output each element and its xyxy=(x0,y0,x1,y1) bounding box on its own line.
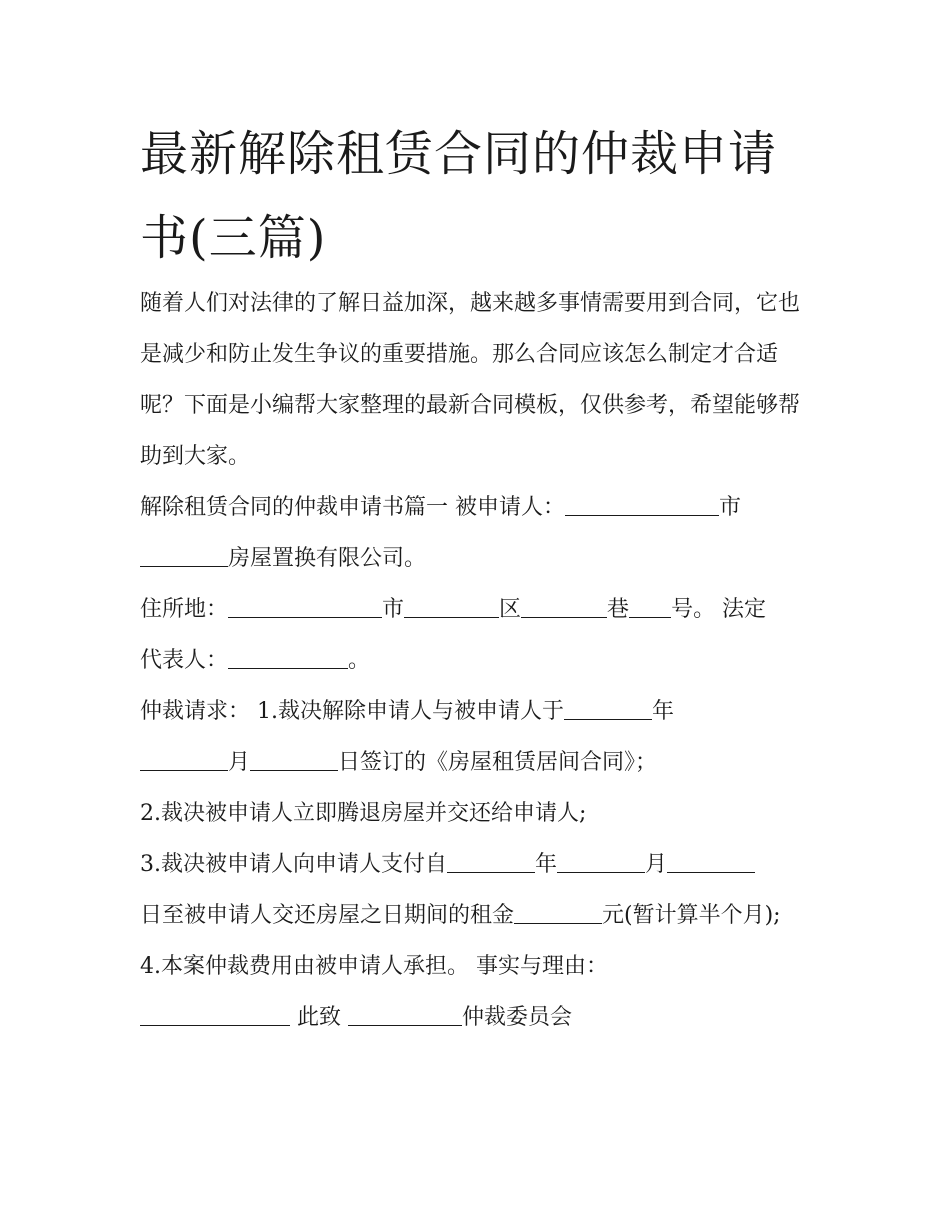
claim-3-year-blank xyxy=(447,850,535,873)
closing-paragraph xyxy=(140,992,820,1043)
address-label: 住所地： xyxy=(140,597,229,622)
claim-3-month-label: 月 xyxy=(645,852,668,877)
address-district-blank xyxy=(404,595,499,618)
representative-end: 。 xyxy=(348,648,371,673)
respondent-company-blank xyxy=(140,544,228,567)
claim-3-year-label: 年 xyxy=(535,852,558,877)
respondent-city-label: 市 xyxy=(719,495,742,520)
representative-blank xyxy=(228,646,348,669)
claim-1-suffix: 日签订的《房屋租赁居间合同》； xyxy=(338,750,658,775)
claim-3-amount-blank xyxy=(514,901,602,924)
claim-3-paragraph xyxy=(140,839,820,941)
document-title: 最新解除租赁合同的仲裁申请书(三篇) xyxy=(140,126,778,266)
claim-3-day-blank xyxy=(667,850,755,873)
address-number-label: 号。 法定 xyxy=(671,597,767,622)
address-city-label: 市 xyxy=(382,597,405,622)
document-body xyxy=(140,278,820,1043)
address-city-blank xyxy=(228,595,382,618)
address-number-blank xyxy=(629,595,671,618)
closing-committee: 仲裁委员会 xyxy=(462,1005,573,1030)
representative-label: 代表人： xyxy=(140,648,229,673)
claim-1-year-label: 年 xyxy=(652,699,675,724)
committee-blank xyxy=(348,1003,462,1026)
claim-3-mid: 日至被申请人交还房屋之日期间的租金 xyxy=(140,903,515,928)
claim-4-paragraph: 4.本案仲裁费用由被申请人承担。 事实与理由： xyxy=(140,954,608,979)
claim-3-month-blank xyxy=(557,850,645,873)
intro-paragraph: 随着人们对法律的了解日益加深，越来越多事情需要用到合同，它也是减少和防止发生争议的重要措施。那么合同应该怎么制定才合适呢？下面是小编帮大家整理的最新合同模板，仅供参考，希望能够帮助到大家。 xyxy=(140,291,801,469)
claim-1-day-blank xyxy=(250,748,338,771)
claim-3-suffix: 元(暂计算半个月); xyxy=(602,903,781,928)
respondent-paragraph xyxy=(140,482,820,584)
respondent-suffix: 房屋置换有限公司。 xyxy=(228,546,427,571)
respondent-city-blank xyxy=(565,493,719,516)
closing-salutation: 此致 xyxy=(297,1005,342,1030)
address-district-label: 区 xyxy=(499,597,522,622)
respondent-prefix: 解除租赁合同的仲裁申请书篇一 被申请人： xyxy=(140,495,565,520)
facts-blank xyxy=(140,1003,290,1026)
address-lane-blank xyxy=(521,595,607,618)
claim-1-paragraph xyxy=(140,686,820,788)
claim-1-year-blank xyxy=(564,697,652,720)
address-paragraph xyxy=(140,584,820,686)
address-lane-label: 巷 xyxy=(607,597,630,622)
claim-1-month-label: 月 xyxy=(228,750,251,775)
claim-1-prefix: 仲裁请求： 1.裁决解除申请人与被申请人于 xyxy=(140,699,564,724)
claim-2-paragraph: 2.裁决被申请人立即腾退房屋并交还给申请人; xyxy=(140,801,587,826)
claim-3-prefix: 3.裁决被申请人向申请人支付自 xyxy=(140,852,447,877)
claim-1-month-blank xyxy=(140,748,228,771)
